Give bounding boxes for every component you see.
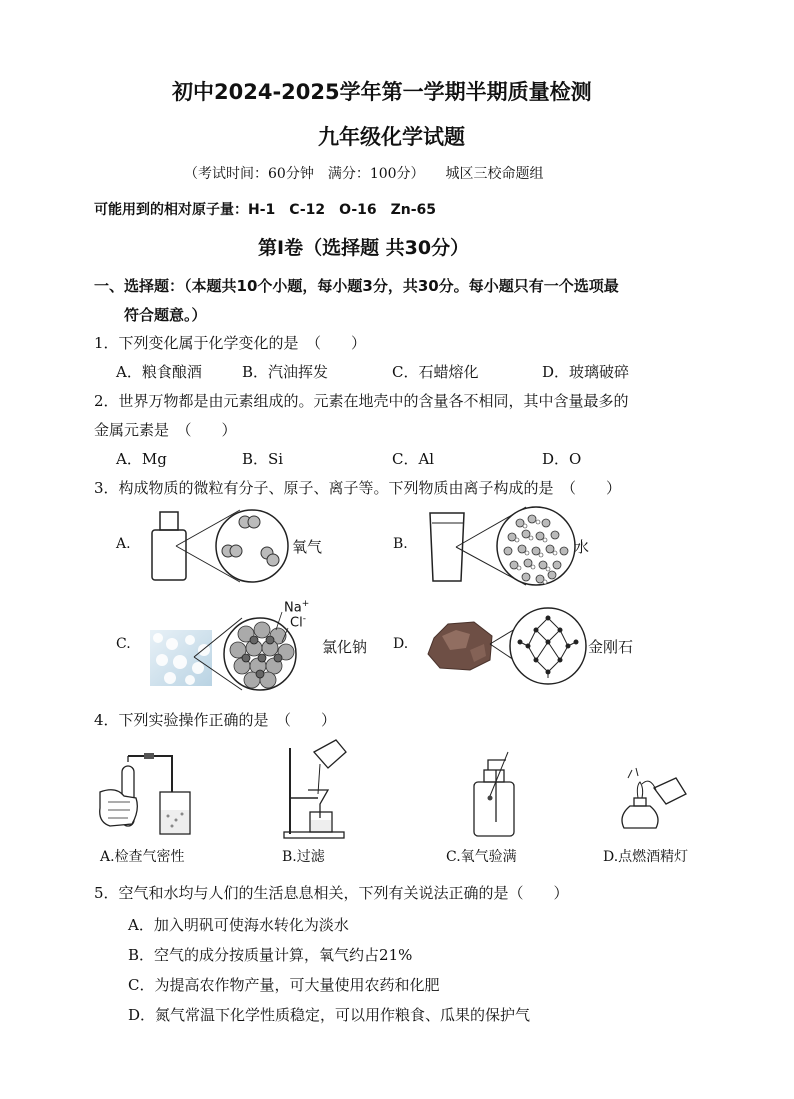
question-5-option-b: B．空气的成分按质量计算，氧气约占21% (128, 946, 413, 964)
q3-option-d-letter: D. (393, 636, 409, 652)
airtightness-check-illustration (96, 752, 206, 840)
question-5-stem: 5．空气和水均与人们的生活息息相关，下列有关说法正确的是（ ） (94, 884, 569, 902)
question-5-option-a: A．加入明矾可使海水转化为淡水 (128, 916, 349, 934)
question-2-option-d: D．O (542, 450, 582, 468)
alcohol-lamp-lighting-illustration (616, 768, 690, 840)
section-instruction-line1: 一、选择题：（本题共10个小题，每小题3分，共30分。每小题只有一个选项最 (94, 277, 619, 295)
sodium-ion-label (284, 599, 309, 615)
question-1-stem: 1．下列变化属于化学变化的是 （ ） (94, 334, 367, 352)
q3-option-a-letter: A. (116, 536, 131, 552)
question-1-option-b: B．汽油挥发 (242, 363, 329, 381)
atomic-mass-line: 可能用到的相对原子量：H-1 C-12 O-16 Zn-65 (94, 202, 437, 218)
gas-bottle-body (152, 530, 186, 580)
oxygen-fullness-test-illustration (470, 756, 526, 840)
diamond-structure-diagram (476, 606, 588, 688)
exam-info: （考试时间：60分钟 满分：100分） 城区三校命题组 (184, 166, 544, 182)
exam-title: 初中2024-2025学年第一学期半期质量检测 (172, 80, 592, 104)
question-2-stem-line2: 金属元素是 （ ） (94, 421, 237, 439)
q3-option-b-letter: B. (393, 536, 408, 552)
question-5-option-d: D．氮气常温下化学性质稳定，可以用作粮食、瓜果的保护气 (128, 1006, 531, 1024)
ion-cl-charge: - (302, 614, 306, 624)
q4-caption-d: D.点燃酒精灯 (603, 849, 689, 865)
q4-caption-b: B.过滤 (282, 849, 325, 865)
question-2-option-c: C．Al (392, 450, 435, 468)
section-heading: 第Ⅰ卷（选择题 共30分） (258, 237, 470, 259)
question-2-option-a: A．Mg (116, 450, 167, 468)
oxygen-molecule-diagram (148, 508, 288, 588)
q3-option-a-label: 氧气 (292, 538, 323, 556)
ion-cl-symbol: Cl (290, 615, 303, 631)
question-2-stem-line1: 2．世界万物都是由元素组成的。元素在地壳中的含量各不相同，其中含量最多的 (94, 392, 629, 410)
sodium-chloride-lattice-diagram (190, 612, 295, 692)
filtration-illustration (282, 738, 352, 840)
q4-caption-c: C.氧气验满 (446, 849, 517, 865)
question-1-option-d: D．玻璃破碎 (542, 363, 630, 381)
q3-option-c-label: 氯化钠 (322, 638, 368, 656)
chloride-ion-label (290, 614, 306, 630)
q3-option-c-letter: C. (116, 636, 131, 652)
water-molecule-diagram (428, 503, 576, 589)
q3-option-d-label: 金刚石 (588, 638, 634, 656)
ion-na-symbol: Na (284, 600, 302, 616)
question-1-option-c: C．石蜡熔化 (392, 363, 479, 381)
question-2-option-b: B．Si (242, 450, 284, 468)
ion-na-charge: + (301, 599, 310, 609)
q3-option-b-label: 水 (574, 538, 590, 556)
exam-subtitle: 九年级化学试题 (318, 125, 465, 149)
gas-bottle-neck (160, 512, 178, 530)
section-instruction-line2: 符合题意。） (124, 306, 207, 324)
question-1-option-a: A．粮食酿酒 (116, 363, 202, 381)
q4-caption-a: A.检查气密性 (100, 849, 185, 865)
question-4-stem: 4．下列实验操作正确的是 （ ） (94, 711, 337, 729)
question-3-stem: 3．构成物质的微粒有分子、原子、离子等。下列物质由离子构成的是 （ ） (94, 479, 622, 497)
question-5-option-c: C．为提高农作物产量，可大量使用农药和化肥 (128, 976, 440, 994)
